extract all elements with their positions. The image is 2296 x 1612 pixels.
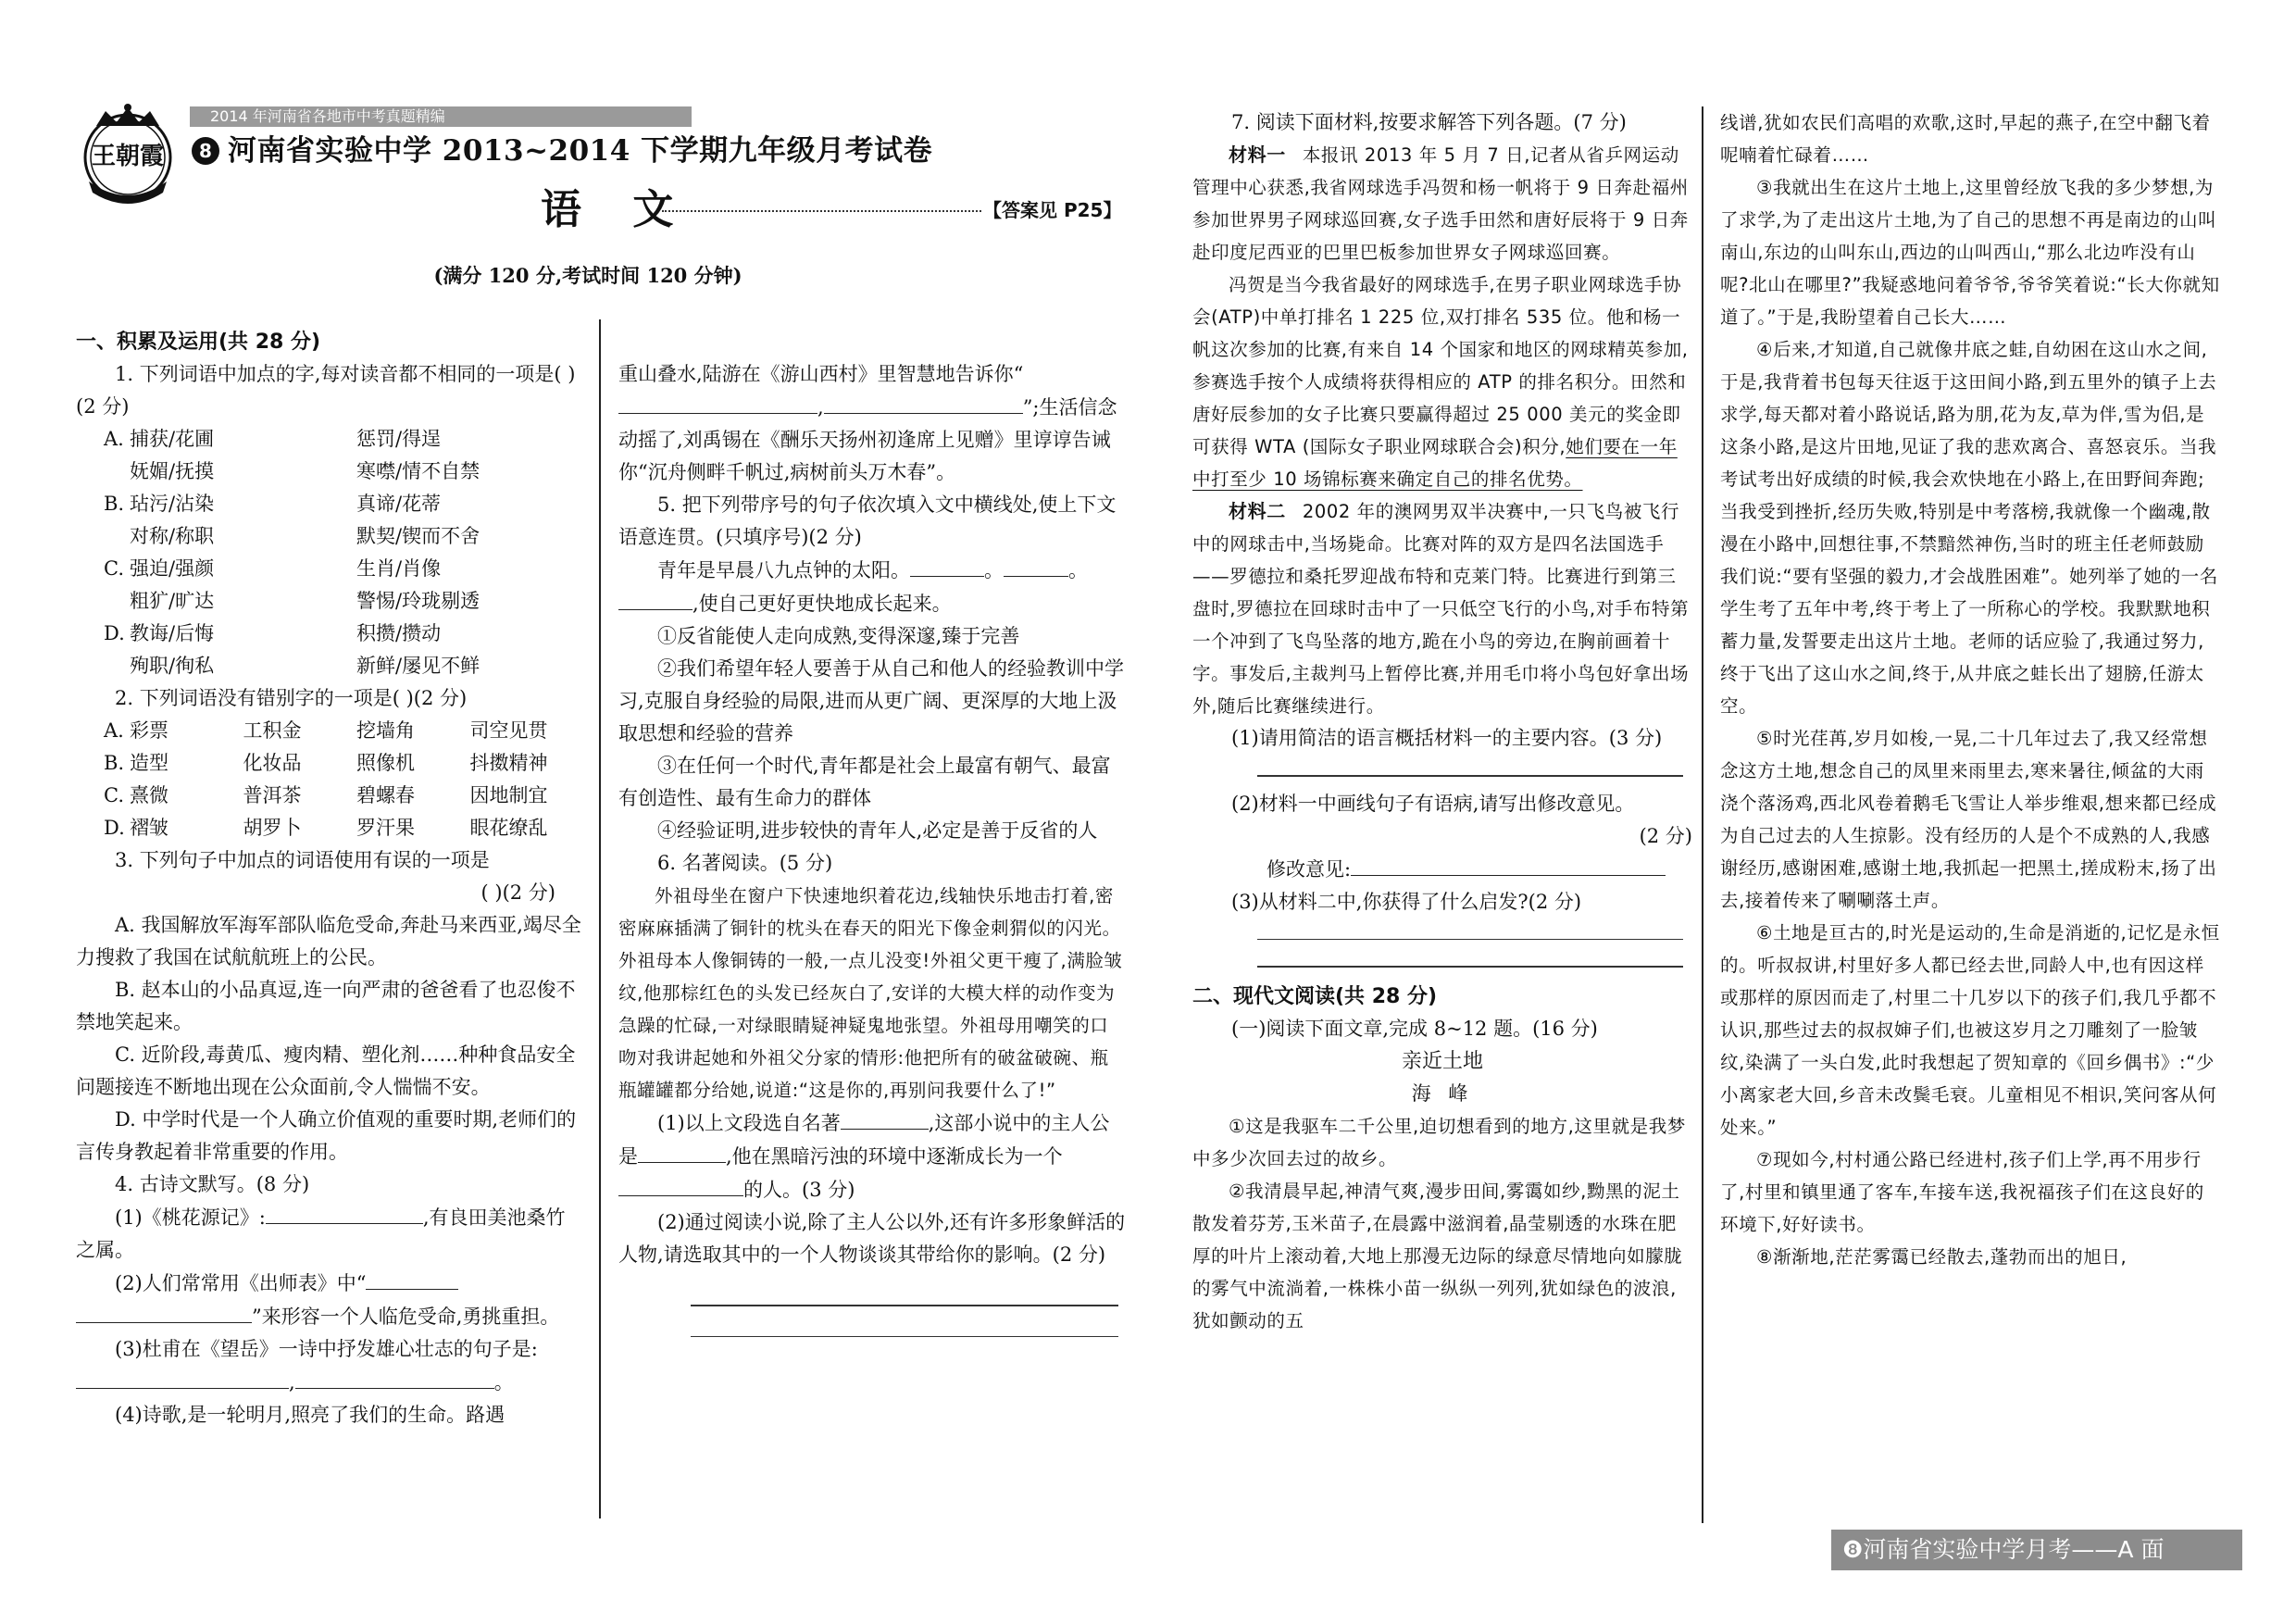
answer-blank[interactable] — [295, 1366, 494, 1389]
option-text: 眼花缭乱 — [469, 817, 548, 839]
material-1-text: 本报讯 2013 年 5 月 7 日,记者从省乒网运动管理中心获悉,我省网球选手冯贺和杨一帆将于 9 日奔赴福州参加世界男子网球巡回赛,女子选手田然和唐好辰将于 9 日奔赴印度尼西亚的巴里巴板参加世界女子网球巡回赛。 — [1192, 144, 1689, 263]
q4-continued-tail: ”;生活信念动摇了,刘禹锡在《酬乐天扬州初逢席上见赠》里谆谆告诫你“沉舟侧畔千帆过,病树前头万木春”。 — [618, 396, 1117, 483]
q7-item-2: (2)材料一中画线句子有语病,请写出修改意见。 — [1231, 792, 1635, 815]
essay-paragraph: ⑤时光荏苒,岁月如梭,一晃,二十几年过去了,我又经常想念这方土地,想念自己的凤里来雨里去,寒来暑往,倾盆的大雨浇个落汤鸡,西北风卷着鹅毛飞雪让人举步维艰,想来都已经成为自己过去的人生掠影。没有经历的人是个不成熟的人,我感谢经历,感谢困难,感谢土地,我抓起一把黑土,搓成粉末,扬了出去,接着传来了唰唰落土声。 — [1720, 728, 2217, 911]
option-letter — [104, 520, 130, 553]
q5-passage-mid: 。 — [984, 559, 1004, 581]
option-text: 熹微 — [130, 784, 168, 806]
option-text: 积攒/攒动 — [356, 622, 442, 644]
q7-item-2-score: (2 分) — [1639, 824, 1692, 847]
q5-item: ②我们希望年轻人要善于从自己和他人的经验教训中学习,克服自身经验的局限,进而从更广阔、更深厚的大地上汲取思想和经验的营养 — [618, 657, 1124, 744]
q4-item-4: (4)诗歌,是一轮明月,照亮了我们的生命。路遇 — [115, 1404, 505, 1426]
q4-continued-text: 重山叠水,陆游在《游山西村》里智慧地告诉你“ — [618, 363, 1024, 385]
option-text: 挖墙角 — [356, 719, 415, 742]
q4-item-4-continued — [618, 358, 1126, 489]
page-footer-tab — [1831, 1530, 2242, 1570]
essay-paragraph: ③我就出生在这片土地上,这里曾经放飞我的多少梦想,为了求学,为了走出这片土地,为了自己的思想不再是南边的山叫南山,东边的山叫东山,西边的山叫西山,“那么北边咋没有山呢?北山在哪里?”我疑惑地问着爷爷,爷爷笑着说:“长大你就知道了。”于是,我盼望着自己长大…… — [1720, 177, 2220, 328]
q4-item-3-prompt: (3)杜甫在《望岳》一诗中抒发雄心壮志的句子是: — [115, 1338, 538, 1360]
answer-reference: 【答案见 P25】 — [983, 199, 1122, 221]
option-text: 强迫/强颜 — [130, 557, 215, 580]
column-divider — [1702, 106, 1703, 1523]
q6-item-1-text: ,他在黑暗污浊的环境中逐渐成长为一个 — [726, 1145, 1063, 1168]
q5-passage-end: ,使自己更好更快地成长起来。 — [693, 593, 952, 615]
essay-paragraph: ⑦现如今,村村通公路已经进村,孩子们上学,再不用步行了,村里和镇里通了客车,车接车送,我祝福孩子们在这良好的环境下,好好读书。 — [1720, 1149, 2204, 1235]
material-2 — [1192, 495, 1692, 722]
essay-paragraph: ④后来,才知道,自己就像井底之蛙,自幼困在这山水之间,于是,我背着书包每天往返于这田间小路,到五里外的镇子上去求学,每天都对着小路说话,路为朋,花为友,草为伴,雪为侣,是这条小路,是这片田地,见证了我的悲欢离合、喜怒哀乐。当我考试考出好成绩的时候,我会欢快地在小路上,在田野间奔跑;当我受到挫折,经历失败,特别是中考落榜,我就像一个幽魂,散漫在小路中,回想往事,不禁黯然神伤,当时的班主任老师鼓励我们说:“要有坚强的毅力,才会战胜困难”。她列举了她的一名学生考了五年中考,终于考上了一所称心的学校。我默默地积蓄力量,发誓要走出这片土地。老师的话应验了,我通过努力,终于飞出了这山水之间,终于,从井底之蛙长出了翅膀,任游太空。 — [1720, 339, 2218, 717]
option-text: 抖擞精神 — [469, 752, 548, 774]
part-1-instruction: (一)阅读下面文章,完成 8~12 题。(16 分) — [1231, 1017, 1598, 1040]
footer-text: ❽河南省实验中学月考——A 面 — [1842, 1536, 2165, 1563]
essay-title: 亲近土地 — [1401, 1049, 1483, 1073]
answer-line[interactable] — [1257, 775, 1683, 777]
q4-item-2-prompt: (2)人们常常用《出师表》中“ — [115, 1272, 367, 1294]
material-label: 材料一 — [1229, 144, 1286, 166]
q3-option-d: D. 中学时代是一个人确立价值观的重要时期,老师们的言传身教起着非常重要的作用。 — [76, 1108, 577, 1163]
revision-label: 修改意见: — [1267, 857, 1352, 881]
question-2: 2. 下列词语没有错别字的一项是( )(2 分) — [115, 687, 468, 709]
option-letter — [104, 650, 130, 682]
option-text: 教诲/后悔 — [130, 622, 215, 644]
question-6: 6. 名著阅读。(5 分) — [657, 852, 833, 874]
material-1-p2 — [1192, 269, 1692, 495]
essay-paragraph: ⑥土地是亘古的,时光是运动的,生命是消逝的,记忆是永恒的。听叔叔讲,村里好多人都已经去世,同龄人中,也有因这样或那样的原因而走了,村里二十几岁以下的孩子们,我几乎都不认识,那些过去的叔叔婶子们,也被这岁月之刀雕刻了一脸皱纹,染满了一头白发,此时我想起了贺知章的《回乡偶书》:“少小离家老大回,乡音未改鬓毛衰。儿童相见不相识,笑问客从何处来。” — [1720, 922, 2220, 1138]
q7-item-2-answer — [1192, 853, 1692, 886]
title-rule — [662, 210, 981, 212]
material-1-p1 — [1192, 139, 1692, 269]
q6-item-2: (2)通过阅读小说,除了主人公以外,还有许多形象鲜活的人物,请选取其中的一个人物谈谈其带给你的影响。(2 分) — [618, 1211, 1126, 1266]
essay-paragraph: ⑧渐渐地,茫茫雾霭已经散去,蓬勃而出的旭日, — [1756, 1246, 2128, 1268]
option-text: 因地制宜 — [469, 784, 548, 806]
q7-item-3: (3)从材料二中,你获得了什么启发?(2 分) — [1231, 890, 1582, 913]
option-text: 真谛/花蒂 — [356, 493, 442, 515]
option-text: 粗犷/旷达 — [130, 590, 215, 612]
q6-item-1 — [618, 1106, 1126, 1206]
option-text: 殉职/徇私 — [130, 655, 215, 677]
section-heading: 二、现代文阅读(共 28 分) — [1192, 984, 1438, 1008]
answer-blank[interactable] — [1351, 853, 1666, 876]
q7-item-1: (1)请用简洁的语言概括材料一的主要内容。(3 分) — [1231, 727, 1663, 749]
material-1-text: 冯贺是当今我省最好的网球选手,在男子职业网球选手协会(ATP)中单打排名 1 225 位,双打排名 535 位。他和杨一帆这次参加的比赛,有来自 14 个国家和地区的网球精英参加,参赛选手按个人成绩将获得相应的 ATP 的排名积分。田然和唐好辰参加的女子比赛只要赢得超过 25 000 美元的奖金即可获得 WTA (国际女子职业网球联合会)积分, — [1192, 274, 1689, 457]
q6-item-1-text: 的人。(3 分) — [743, 1179, 855, 1201]
answer-blank[interactable] — [638, 1140, 726, 1163]
question-3-score: ( )(2 分) — [480, 881, 555, 904]
column-divider — [599, 319, 601, 1518]
series-banner — [190, 106, 692, 127]
option-letter — [104, 585, 130, 618]
option-letter: C. — [104, 557, 124, 580]
option-text: 司空见贯 — [469, 719, 548, 742]
option-text: 碧螺春 — [356, 784, 415, 806]
q5-passage — [618, 554, 1126, 620]
answer-blank[interactable] — [1004, 554, 1068, 577]
option-text: 褶皱 — [130, 817, 168, 839]
question-4: 4. 古诗文默写。(8 分) — [115, 1173, 310, 1195]
option-text: 彩票 — [130, 719, 168, 742]
q6-item-1-text: ,这部小说中的主人公是 — [618, 1112, 1110, 1168]
answer-line[interactable] — [1257, 939, 1683, 941]
option-text: 妩媚/抚摸 — [130, 460, 215, 482]
answer-blank[interactable] — [76, 1300, 252, 1323]
answer-line[interactable] — [691, 1305, 1118, 1306]
essay-author: 海 峰 — [1411, 1081, 1474, 1105]
option-text: 造型 — [130, 752, 168, 774]
q6-item-1-text: (1)以上文段选自名著 — [657, 1112, 841, 1134]
answer-blank[interactable] — [618, 1173, 743, 1196]
essay-paragraph: 线谱,犹如农民们高唱的欢歌,这时,早起的燕子,在空中翻飞着呢喃着忙碌着…… — [1720, 112, 2211, 166]
q4-item-2-tail: ”来形容一个人临危受命,勇挑重担。 — [252, 1306, 560, 1328]
option-text: 普洱茶 — [243, 784, 302, 806]
option-text: 照像机 — [356, 752, 415, 774]
option-text: 工积金 — [243, 719, 302, 742]
answer-blank[interactable] — [618, 587, 693, 610]
column-2 — [618, 358, 1126, 1337]
option-letter: B. — [104, 752, 125, 774]
option-text: 玷污/沾染 — [130, 493, 215, 515]
option-text: 生肖/肖像 — [356, 557, 442, 580]
option-text: 对称/称职 — [130, 525, 215, 547]
q4-continued-comma: , — [817, 396, 824, 419]
column-4 — [1720, 106, 2220, 1273]
material-label: 材料二 — [1229, 500, 1286, 522]
material-2-text: 2002 年的澳网男双半决赛中,一只飞鸟被飞行中的网球击中,当场毙命。比赛对阵的双方是四名法国选手——罗德拉和桑托罗迎战布特和克莱门特。比赛进行到第三盘时,罗德拉在回球时击中了一只低空飞行的小鸟,对手布特第一个冲到了飞鸟坠落的地方,跪在小鸟的旁边,在胸前画着十字。事发后,主裁判马上暂停比赛,并用毛巾将小鸟包好拿出场外,随后比赛继续进行。 — [1192, 501, 1690, 717]
q2-options — [76, 715, 583, 844]
score-info: (满分 120 分,考试时间 120 分钟) — [433, 264, 742, 287]
q5-passage-mid: 。 — [1068, 559, 1088, 581]
option-letter: A. — [104, 428, 124, 450]
q5-item: ③在任何一个时代,青年都是社会上最富有朝气、最富有创造性、最有生命力的群体 — [618, 755, 1111, 809]
answer-blank[interactable] — [366, 1267, 458, 1290]
logo-text: 王朝霞 — [91, 143, 164, 170]
exam-title: 河南省实验中学 2013~2014 下学期九年级月考试卷 — [228, 134, 933, 168]
option-text: 寒噤/情不自禁 — [356, 460, 480, 482]
option-text: 警惕/玲珑剔透 — [356, 590, 480, 612]
option-text: 罗汗果 — [356, 817, 415, 839]
q5-passage-start: 青年是早晨八九点钟的太阳。 — [657, 559, 910, 581]
answer-blank[interactable] — [76, 1366, 289, 1389]
q4-item-3-end: 。 — [493, 1371, 514, 1393]
subject-title: 语 文 — [541, 186, 693, 233]
option-letter: B. — [104, 493, 125, 515]
q5-item: ④经验证明,进步较快的青年人,必定是善于反省的人 — [657, 819, 1098, 842]
section-heading: 一、积累及运用(共 28 分) — [76, 331, 321, 354]
essay-paragraph: ②我清晨早起,神清气爽,漫步田间,雾霭如纱,黝黑的泥土散发着芬芳,玉米苗子,在晨露中滋润着,晶莹剔透的水珠在肥厚的叶片上滚动着,大地上那漫无边际的绿意尽情地向如朦胧的雾气中流淌着,一株株小苗一纵纵一列列,犹如绿色的波浪,犹如颤动的五 — [1192, 1180, 1683, 1331]
q4-item-1-tail: ,有良田美池桑竹之属。 — [76, 1206, 566, 1261]
answer-line[interactable] — [1257, 966, 1683, 968]
column-1 — [76, 326, 583, 1431]
answer-blank[interactable] — [824, 391, 1023, 414]
option-letter — [104, 456, 130, 488]
option-letter: D. — [104, 622, 125, 644]
q4-item-1-prompt: (1)《桃花源记》: — [115, 1206, 266, 1229]
publisher-logo — [76, 100, 180, 204]
answer-blank[interactable] — [910, 554, 984, 577]
question-1: 1. 下列词语中加点的字,每对读音都不相同的一项是( )(2 分) — [76, 363, 576, 418]
q4-item-3 — [76, 1333, 583, 1399]
q4-item-3-comma: , — [289, 1371, 295, 1393]
q6-passage: 外祖母坐在窗户下快速地织着花边,线轴快乐地击打着,密密麻麻插满了铜针的枕头在春天的阳光下像金刺猬似的闪光。外祖母本人像铜铸的一般,一点儿没变!外祖父更干瘦了,满脸皱纹,他那棕红色的头发已经灰白了,安详的大模大样的动作变为急躁的忙碌,一对绿眼睛疑神疑鬼地张望。外祖母用嘲笑的口吻对我讲起她和外祖父分家的情形:他把所有的破盆破碗、瓶瓶罐罐都分给她,说道:“这是你的,再别问我要什么了!” — [618, 885, 1123, 1101]
answer-line[interactable] — [691, 1336, 1118, 1338]
q3-option-a: A. 我国解放军海军部队临危受命,奔赴马来西亚,竭尽全力搜救了我国在试航航班上的公民。 — [76, 914, 581, 968]
option-letter: A. — [104, 719, 124, 742]
question-3: 3. 下列句子中加点的词语使用有误的一项是 — [115, 849, 490, 871]
paper-number-badge — [192, 137, 219, 165]
option-text: 捕获/花圃 — [130, 428, 215, 450]
underlined-sentence: 她们要在一年中打至少 10 场锦标赛来确定自己的排名优势。 — [1192, 436, 1678, 490]
option-text: 惩罚/得逞 — [356, 428, 442, 450]
option-letter: C. — [104, 784, 124, 806]
option-text: 默契/锲而不舍 — [356, 525, 480, 547]
answer-blank[interactable] — [841, 1106, 929, 1130]
question-5: 5. 把下列带序号的句子依次填入文中横线处,使上下文语意连贯。(只填序号)(2 分) — [618, 494, 1117, 548]
q1-options — [76, 423, 583, 682]
series-banner-text: 2014 年河南省各地市中考真题精编 — [210, 107, 445, 125]
q5-item: ①反省能使人走向成熟,变得深邃,臻于完善 — [657, 625, 1020, 647]
q3-option-c: C. 近阶段,毒黄瓜、瘦肉精、塑化剂……种种食品安全问题接连不断地出现在公众面前,令人惴惴不安。 — [76, 1043, 576, 1098]
q3-option-b: B. 赵本山的小品真逗,连一向严肃的爸爸看了也忍俊不禁地笑起来。 — [76, 979, 576, 1033]
essay-paragraph: ①这是我驱车二千公里,迫切想看到的地方,这里就是我梦中多少次回去过的故乡。 — [1192, 1115, 1686, 1169]
column-3 — [1192, 106, 1692, 1337]
q4-item-1 — [76, 1201, 583, 1267]
q4-item-2 — [76, 1267, 583, 1333]
paper-number: 8 — [199, 140, 212, 162]
answer-blank[interactable] — [618, 391, 817, 414]
option-text: 化妆品 — [243, 752, 302, 774]
option-text: 胡罗卜 — [243, 817, 302, 839]
option-text: 新鲜/屡见不鲜 — [356, 655, 480, 677]
question-7: 7. 阅读下面材料,按要求解答下列各题。(7 分) — [1231, 111, 1627, 133]
answer-blank[interactable] — [266, 1201, 423, 1224]
option-letter: D. — [104, 817, 125, 839]
